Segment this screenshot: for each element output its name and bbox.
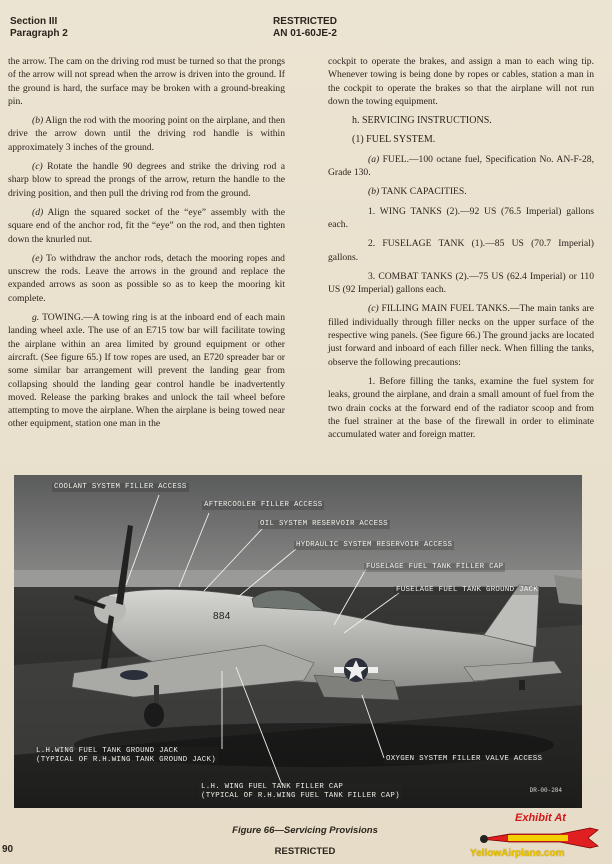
aircraft-number: 884: [213, 611, 231, 622]
paragraph-b: (b) Align the rod with the mooring point on the airplane, and then drive the arrow down until the driving rod handle is within approximately 3 inches of the ground.: [8, 115, 286, 153]
paragraph-d: (d) Align the squared socket of the “eye” assembly with the square end of the anchor rod, fit the “eye” on the rod, and then tighten down the knurled nut.: [8, 206, 285, 245]
paragraph-continuation: the arrow. The cam on the driving rod must be turned so that the prongs of the arrow will not spread when the arrow is driven into the ground. If the ground is hard, the surface may be broken with a ground-breaking pin.: [8, 56, 285, 107]
stamp-title: Exhibit At: [515, 812, 566, 824]
document-number: AN 01-60JE-2: [273, 28, 337, 39]
paragraph-towing: g. TOWING.—A towing ring is at the inboard end of each main landing wheel axle. The use of an E715 tow bar will facilitate towing the airplane within an area limited by ground equipment or other aircraft. (See figure 65.) If tow ropes are used, an E720 spreader bar or some similar bar arrangement will prevent the landing gear from collapsing should the landing gear control handle be inadvertently moved. Release the parking brakes and unlock the tail wheel before attempting to move the airplane. When the airplane is being towed near other equipment, station one man in the: [8, 312, 285, 430]
paragraph-c: (c) Rotate the handle 90 degrees and strike the driving rod a sharp blow to spread the prongs of the arrow, return the handle to the driving position, and then pull the driving rod from the ground.: [8, 161, 285, 199]
heading-tank-capacities: (b) TANK CAPACITIES.: [368, 186, 467, 198]
heading-servicing: h. SERVICING INSTRUCTIONS.: [352, 115, 492, 127]
main-wheel: [144, 703, 164, 727]
callout-lh-jack: L.H.WING FUEL TANK GROUND JACK (TYPICAL OF R.H.WING TANK GROUND JACK): [36, 747, 216, 764]
paragraph-fuel: (a) FUEL.—100 octane fuel, Specification No. AN-F-28, Grade 130.: [328, 153, 594, 179]
classification-header: [255, 16, 355, 40]
classification-top: RESTRICTED: [273, 16, 337, 27]
paragraph-e: (e) To withdraw the anchor rods, detach the mooring ropes and unscrew the rods. Leave the arrows in the ground and replace the expanded arrows as soon as possible so as to keep the mooring kit complete.: [8, 252, 285, 304]
tail-wheel: [519, 680, 525, 690]
callout-fuselage-jack: FUSELAGE FUEL TANK GROUND JACK: [396, 586, 539, 594]
paragraph-combat-tanks: 3. COMBAT TANKS (2).—75 US (62.4 Imperial) or 110 US (92 Imperial) gallons each.: [328, 270, 594, 296]
stamp-site: YellowAirplane.com: [470, 848, 565, 859]
callout-oil: OIL SYSTEM RESERVOIR ACCESS: [260, 520, 388, 528]
servicing-photo: [14, 475, 582, 808]
insignia-bar-right: [368, 667, 378, 673]
callout-hydraulic: HYDRAULIC SYSTEM RESERVOIR ACCESS: [296, 541, 453, 549]
callout-coolant: COOLANT SYSTEM FILLER ACCESS: [54, 483, 187, 491]
insignia-bar-left: [334, 667, 344, 673]
photo-identifier: DR-00-284: [529, 787, 562, 794]
section-label: Section III: [10, 16, 58, 27]
paragraph-fuselage-tank: 2. FUSELAGE TANK (1).—85 US (70.7 Imperial) gallons.: [328, 238, 594, 263]
paragraph-label: Paragraph 2: [10, 28, 68, 39]
paragraph-continuation-right: cockpit to operate the brakes, and assign a man to each wing tip. Whenever towing is being done by ropes or cables, station a man in the cockpit to operate the brakes so that the airplane will not run down the towing equipment.: [328, 56, 594, 107]
left-text-column: [8, 55, 285, 437]
paragraph-filling: (c) FILLING MAIN FUEL TANKS.—The main tanks are filled individually through filler necks on the upper surface of the respective wing panels. (See figure 66.) The ground jacks are located just forward and inboard of each filler neck. When filling the tanks, observe the following precautions:: [328, 303, 594, 368]
right-text-column: [328, 55, 594, 447]
figure-caption: Figure 66—Servicing Provisions: [232, 825, 378, 836]
page-number: 90: [2, 844, 14, 855]
watermark-stamp: [470, 812, 610, 862]
paragraph-before-filling: 1. Before filling the tanks, examine the fuel system for leaks, ground the airplane, and drain a small amount of fuel from the two drain cocks at the forward end of the radiator scoop and from the fuel strainer at the base of the firewall in order to eliminate accumulated water and foreign matter.: [328, 375, 594, 441]
callout-aftercooler: AFTERCOOLER FILLER ACCESS: [204, 501, 323, 509]
callout-oxygen: OXYGEN SYSTEM FILLER VALVE ACCESS: [386, 755, 543, 763]
section-header: [10, 16, 68, 40]
paragraph-wing-tanks: 1. WING TANKS (2).—92 US (76.5 Imperial) gallons each.: [328, 205, 594, 230]
callout-lh-cap: L.H. WING FUEL TANK FILLER CAP (TYPICAL OF R.H.WING FUEL TANK FILLER CAP): [201, 783, 400, 800]
classification-footer: RESTRICTED: [274, 846, 336, 857]
heading-fuel-system: (1) FUEL SYSTEM.: [352, 134, 436, 146]
wing-insignia: [120, 670, 148, 680]
callout-fuselage-cap: FUSELAGE FUEL TANK FILLER CAP: [366, 563, 504, 571]
